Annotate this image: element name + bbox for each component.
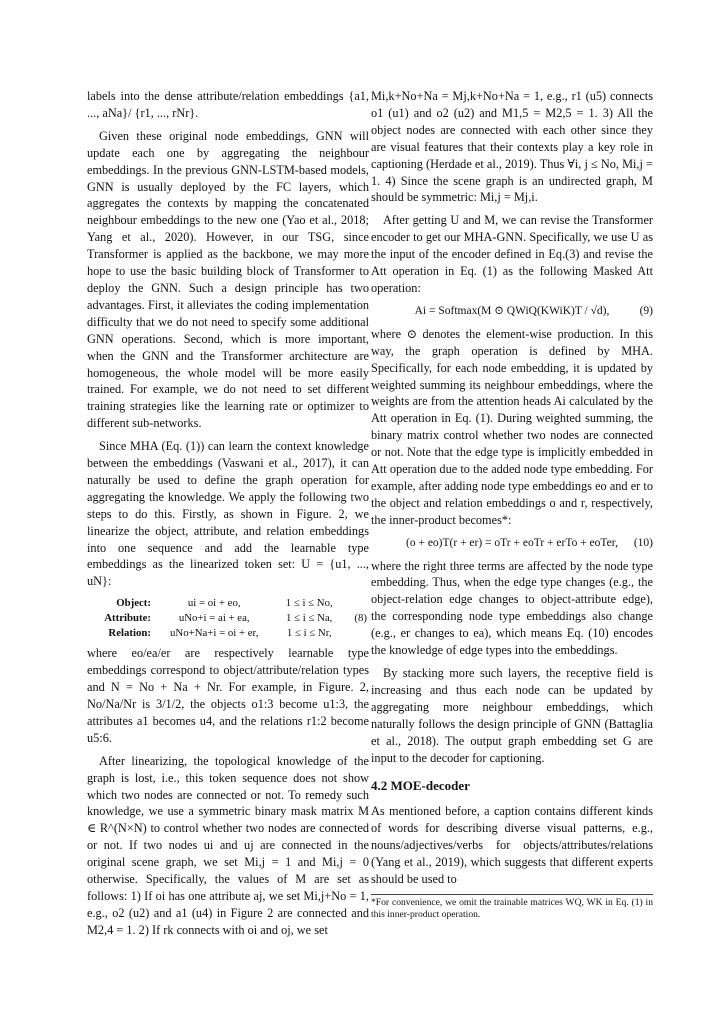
paragraph: Mi,k+No+Na = Mj,k+No+Na = 1, e.g., r1 (u5) connects o1 (u1) and o2 (u2) and M1,5 = M2,5 = 1. 3) All the object nodes are connected with each other since they are visual features that their contexts play a key role in captioning (Herdade et al., 2019). Thus ∀i, j ≤ No, Mi,j = 1. 4) Since the scene graph is an undirected graph, M should be symmetric: Mi,j = Mj,i.	[371, 89, 653, 205]
equation-row	[87, 596, 369, 611]
equation-expr: uNo+i = ai + ea,	[178, 612, 250, 625]
paragraph: Given these original node embeddings, GNN will update each one by aggregating the neighbour embeddings. In the previous GNN-LSTM-based models, GNN is usually deployed by the FC layers, which aggregates the contexts by mapping the concatenated neighbour embeddings to the new one (Yao et al., 2018; Yang et al., 2020). However, in our TSG, since Transformer is applied as the backbone, we may more hope to use the basic building block of Transformer to deploy the GNN. Such a design principle has two advantages. First, it alleviates the coding implementation difficulty that we do not need to specify some additional GNN operations. Second, which is more important, when the GNN and the Transformer architecture are homogeneous, the whole model will be more easily trained. For example, we do not need to set different training strategies like the learning rate or optimizer to different sub-networks.	[87, 128, 369, 431]
equation-body: Ai = Softmax(M ⊙ QWiQ(KWiK)T / √d),	[414, 304, 610, 317]
right-column	[371, 88, 653, 922]
left-column	[87, 88, 369, 945]
equation-8	[87, 596, 369, 641]
equation-cond: 1 ≤ i ≤ No,	[285, 597, 333, 610]
equation-label: Attribute:	[104, 612, 151, 625]
paragraph: where eo/ea/er are respectively learnable type embeddings correspond to object/attribute/relation types and N = No + Na + Nr. For example, in Figure. 2, No/Na/Nr is 3/1/2, the objects o1:3 become u1:3, the attributes a1 becomes u4, and the relations r1:2 become u5:6.	[87, 646, 369, 745]
paragraph: where the right three terms are affected by the node type embedding. Thus, when the edge type changes (e.g., the object-relation edge changes to object-attribute edge), the corresponding node type embeddings also change (e.g., er changes to ea), which means Eq. (10) encodes the knowledge of edge types into the embeddings.	[371, 558, 653, 658]
equation-number: (8)	[354, 612, 367, 625]
paragraph: labels into the dense attribute/relation embeddings {a1, ..., aNa}/ {r1, ..., rNr}.	[87, 89, 369, 120]
equation-cond: 1 ≤ i ≤ Nr,	[286, 627, 332, 640]
paragraph: where ⊙ denotes the element-wise production. In this way, the graph operation is defined by MHA. Specifically, for each node embedding, it is updated by weighted summing its neighbour embeddings, where the weights are from the attention heads Ai calculated by the Att operation in Eq. (1). During weighted summing, the binary matrix control whether two nodes are connected or not. Note that the edge type is implicitly embedded in Att operation due to the added node type embedding. For example, after adding node type embeddings eo and er to the object and relation embeddings o and r, respectively, the inner-product becomes*:	[371, 326, 653, 527]
equation-label: Object:	[116, 597, 151, 610]
equation-row	[87, 611, 369, 626]
paragraph: After linearizing, the topological knowledge of the graph is lost, i.e., this token sequence does not show which two nodes are connected or not. To remedy such knowledge, we use a symmetric binary mask matrix M ∈ R^(N×N) to control whether two nodes are connected or not. If two nodes ui and uj are connected in the original scene graph, we set Mi,j = 1 and Mi,j = 0 otherwise. Specifically, the values of M are set as follows: 1) If oi has one attribute aj, we set Mi,j+No = 1, e.g., o2 (u2) and a1 (u4) in Figure 2 are connected and M2,4 = 1. 2) If rk connects with oi and oj, we set	[87, 753, 369, 937]
paragraph: Since MHA (Eq. (1)) can learn the context knowledge between the embeddings (Vaswani et al., 2017), it can naturally be used to define the graph operation for aggregating the knowledge. We apply the following two steps to do this. Firstly, as shown in Figure. 2, we linearize the object, attribute, and relation embeddings into one sequence and add the learnable type embeddings as the linearized token set: U = {u1, ..., uN}:	[87, 439, 369, 589]
equation-expr: uNo+Na+i = oi + er,	[170, 627, 259, 640]
paragraph: After getting U and M, we can revise the Transformer encoder to get our MHA-GNN. Specifically, we use U as the input of the encoder defined in Eq.(3) and revise the Att operation in Eq. (1) as the following Masked Att operation:	[371, 213, 653, 295]
equation-9	[371, 303, 653, 320]
equation-number: (9)	[639, 304, 653, 317]
equation-number: (10)	[633, 536, 653, 549]
equation-body: (o + eo)T(r + er) = oTr + eoTr + erTo + eoTer,	[406, 536, 618, 549]
footnote: *For convenience, we omit the trainable matrices WQ, WK in Eq. (1) in this inner-product operation.	[371, 894, 653, 922]
equation-label: Relation:	[108, 627, 151, 640]
equation-10	[371, 535, 653, 552]
section-heading: 4.2 MOE-decoder	[371, 778, 470, 794]
paragraph: By stacking more such layers, the receptive field is increasing and thus each node can be updated by aggregating more neighbour embeddings, which naturally follows the design principle of GNN (Battaglia et al., 2018). The output graph embedding set G are input to the decoder for captioning.	[371, 666, 653, 765]
equation-expr: ui = oi + eo,	[187, 597, 241, 610]
paragraph: As mentioned before, a caption contains different kinds of words for describing diverse visual patterns, e.g., nouns/adjectives/verbs for objects/attributes/relations (Yang et al., 2019), which suggests that different experts should be used to	[371, 804, 653, 886]
equation-row	[87, 626, 369, 641]
equation-cond: 1 ≤ i ≤ Na,	[286, 612, 333, 625]
